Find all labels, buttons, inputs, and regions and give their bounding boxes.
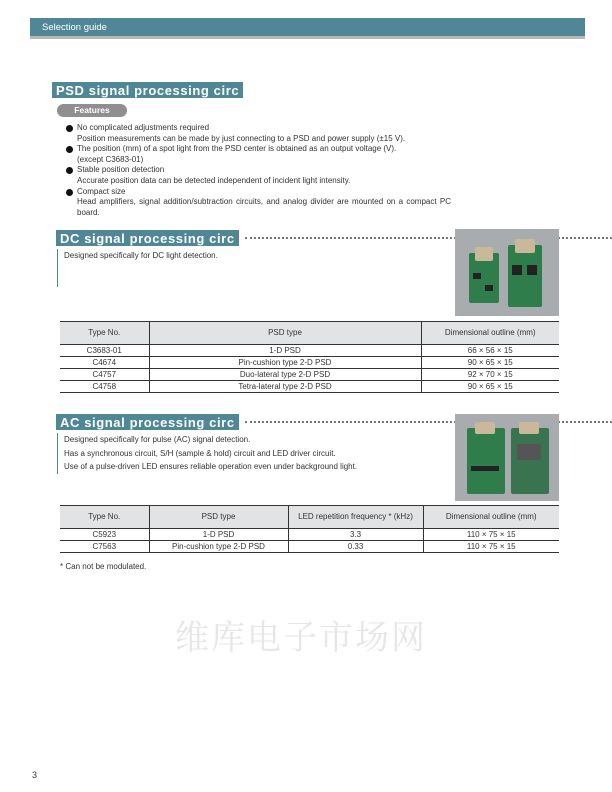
table-row — [60, 381, 559, 393]
cell: 1-D PSD — [149, 529, 288, 541]
ac-heading: AC signal processing circ — [56, 414, 239, 430]
feature-title: Stable position detection — [66, 165, 451, 176]
cell: 90 × 65 × 15 — [421, 357, 559, 369]
table-row — [60, 357, 559, 369]
cell: 66 × 56 × 15 — [421, 345, 559, 357]
column-header: Type No. — [60, 506, 149, 529]
cell: Tetra-lateral type 2-D PSD — [149, 381, 421, 393]
feature-detail: Accurate position data can be detected independent of incident light intensity. — [77, 175, 351, 185]
description-line: Use of a pulse-driven LED ensures reliable operation even under background light. — [64, 462, 358, 471]
cell: Pin-cushion type 2-D PSD — [149, 357, 421, 369]
features-list — [66, 123, 451, 218]
column-header: Dimensional outline (mm) — [421, 322, 559, 345]
cell: 110 × 75 × 15 — [423, 529, 559, 541]
cell: C4674 — [60, 357, 149, 369]
ac-description — [57, 433, 357, 474]
table-row — [60, 541, 559, 553]
watermark: 维库电子市场网 — [175, 618, 427, 658]
cell: 0.33 — [288, 541, 423, 553]
table-row — [60, 345, 559, 357]
dc-heading: DC signal processing circ — [56, 230, 239, 246]
feature-title: The position (mm) of a spot light from the PSD center is obtained as an output voltage (V). — [66, 144, 451, 155]
table-row — [60, 529, 559, 541]
column-header: Type No. — [60, 322, 149, 345]
psd-heading: PSD signal processing circ — [52, 82, 243, 98]
cell: C4758 — [60, 381, 149, 393]
cell: 110 × 75 × 15 — [423, 541, 559, 553]
dc-description — [57, 249, 218, 287]
table-row — [60, 369, 559, 381]
column-header: PSD type — [149, 322, 421, 345]
cell: C7563 — [60, 541, 149, 553]
cell: Duo-lateral type 2-D PSD — [149, 369, 421, 381]
footnote: * Can not be modulated. — [60, 562, 147, 571]
feature-detail: Position measurements can be made by just connecting to a PSD and power supply (±15 V). — [77, 133, 406, 143]
ac-table — [60, 505, 559, 553]
dc-board-photo — [455, 229, 559, 316]
feature-detail: (except C3683-01) — [77, 154, 144, 164]
table-header — [60, 322, 559, 345]
page-number: 3 — [32, 770, 38, 780]
column-header: LED repetition frequency * (kHz) — [288, 506, 423, 529]
description-line: Designed specifically for pulse (AC) signal detection. — [64, 435, 251, 444]
cell: C4757 — [60, 369, 149, 381]
cell: 90 × 65 × 15 — [421, 381, 559, 393]
features-label: Features — [57, 104, 127, 117]
description-line: Has a synchronous circuit, S/H (sample & hold) circuit and LED driver circuit. — [64, 448, 336, 458]
cell: Pin-cushion type 2-D PSD — [149, 541, 288, 553]
cell: C5923 — [60, 529, 149, 541]
cell: 3.3 — [288, 529, 423, 541]
description-line: Designed specifically for DC light detection. — [64, 251, 218, 260]
feature-detail: Head amplifiers, signal addition/subtraction circuits, and analog divider are mounted on a compact PC board. — [77, 197, 451, 217]
cell: 1-D PSD — [149, 345, 421, 357]
feature-title: No complicated adjustments required — [66, 123, 451, 134]
dc-table — [60, 321, 559, 393]
column-header: PSD type — [149, 506, 288, 529]
feature-title: Compact size — [66, 187, 451, 198]
cell: 92 × 70 × 15 — [421, 369, 559, 381]
cell: C3683-01 — [60, 345, 149, 357]
section-header-bar: Selection guide — [30, 18, 585, 36]
column-header: Dimensional outline (mm) — [423, 506, 559, 529]
ac-board-photo — [455, 414, 559, 501]
table-header — [60, 506, 559, 529]
header-underline — [30, 36, 585, 39]
